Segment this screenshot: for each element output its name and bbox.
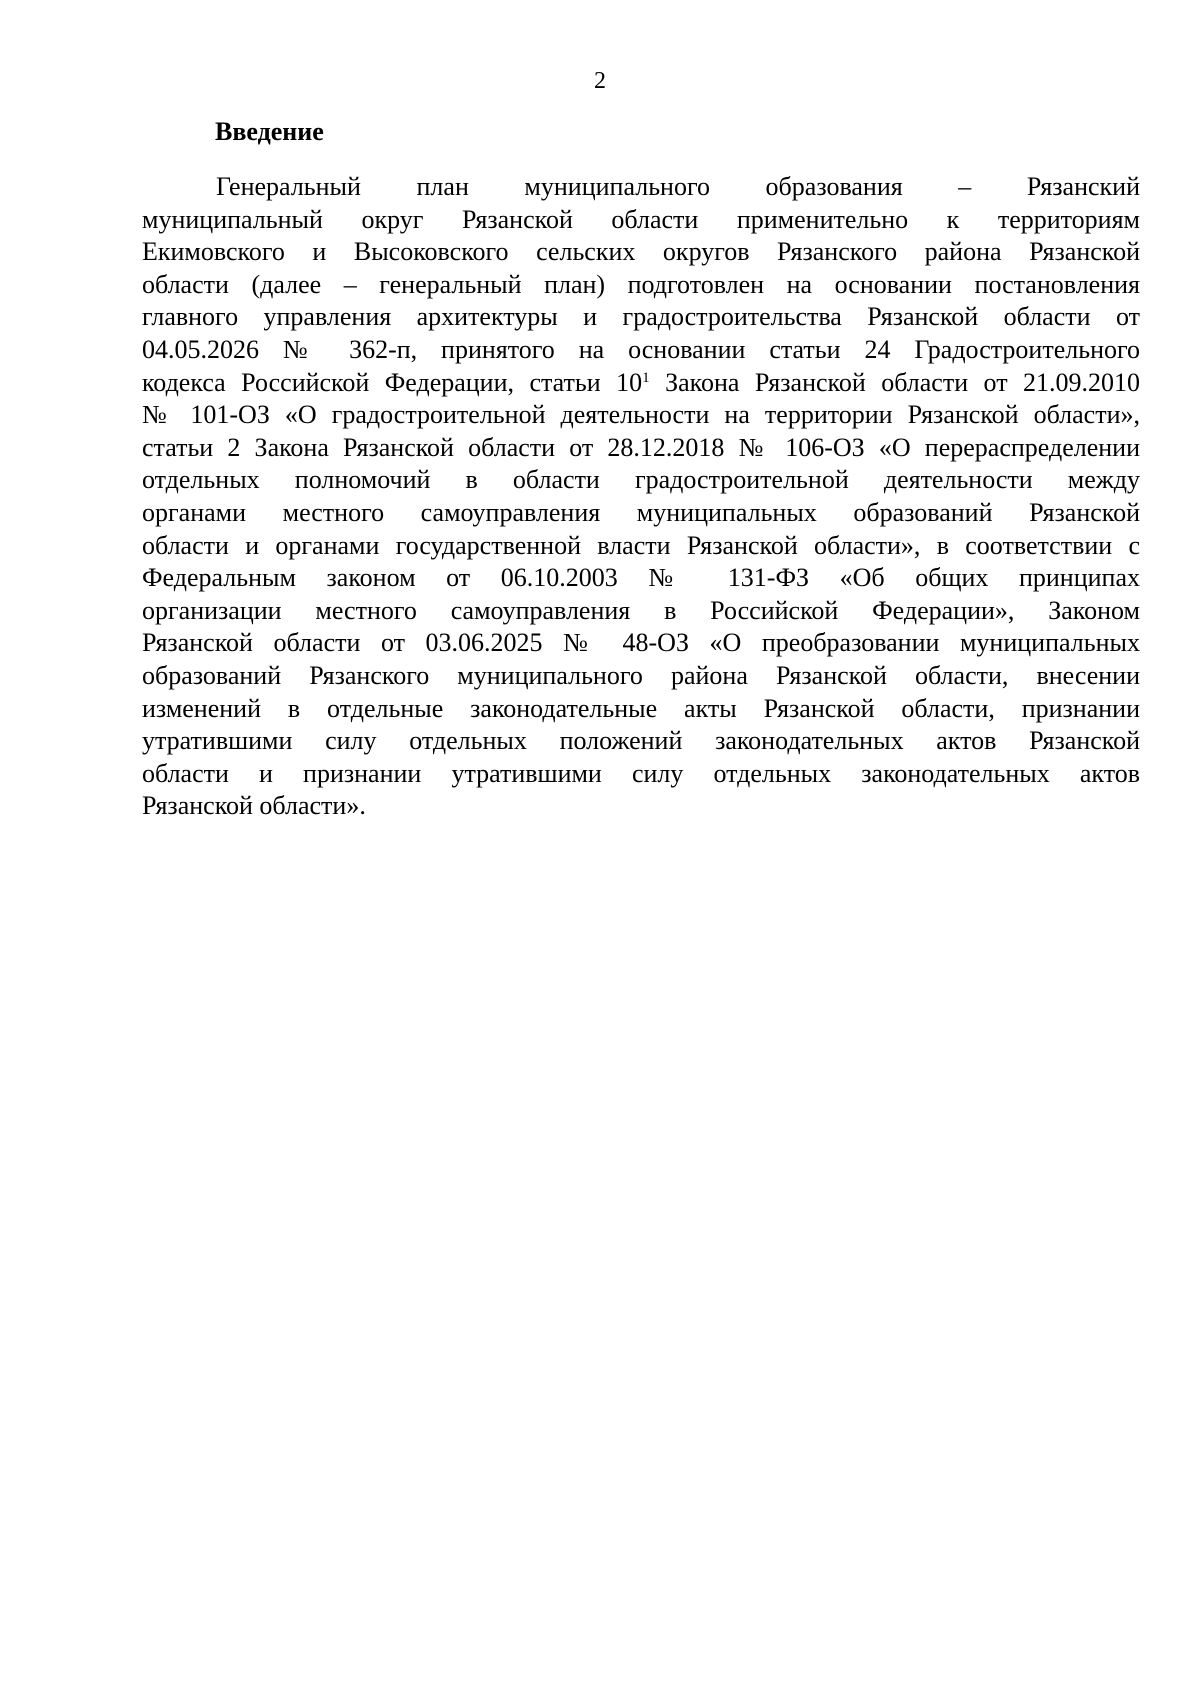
paragraph-line: № 101-ОЗ «О градостроительной деятельности на территории Рязанской области», — [142, 400, 1140, 430]
line-segment: кодекса Российской Федерации, статьи 10 — [142, 367, 643, 397]
paragraph-line: изменений в отдельные законодательные акты Рязанской области, признании — [142, 693, 1140, 723]
paragraph-line: Екимовского и Высоковского сельских округов Рязанского района Рязанской — [142, 237, 1140, 267]
paragraph-line: главного управления архитектуры и градостроительства Рязанской области от — [142, 302, 1140, 332]
paragraph-line: Федеральным законом от 06.10.2003 № 131-ФЗ «Об общих принципах — [142, 563, 1140, 593]
paragraph-line: муниципальный округ Рязанской области применительно к территориям — [142, 204, 1140, 234]
paragraph-line: Рязанской области». — [142, 791, 366, 821]
paragraph-line: отдельных полномочий в области градостроительной деятельности между — [142, 465, 1140, 495]
paragraph-line: образований Рязанского муниципального района Рязанской области, внесении — [142, 660, 1140, 690]
paragraph-line: органами местного самоуправления муниципальных образований Рязанской — [142, 497, 1140, 527]
paragraph-line: статьи 2 Закона Рязанской области от 28.12.2018 № 106-ОЗ «О перераспределении — [142, 432, 1140, 462]
paragraph-line: Рязанской области от 03.06.2025 № 48-ОЗ «О преобразовании муниципальных — [142, 628, 1140, 658]
superscript: 1 — [642, 369, 650, 386]
section-heading: Введение — [215, 117, 324, 146]
paragraph-line: организации местного самоуправления в Российской Федерации», Законом — [142, 595, 1140, 625]
paragraph-line: области (далее – генеральный план) подготовлен на основании постановления — [142, 269, 1140, 299]
line-segment: Закона Рязанской области от 21.09.2010 — [649, 367, 1141, 397]
paragraph-line: области и признании утратившими силу отдельных законодательных актов — [142, 758, 1140, 788]
paragraph-line: утратившими силу отдельных положений законодательных актов Рязанской — [142, 726, 1140, 756]
page-number: 2 — [594, 68, 606, 94]
paragraph-line — [142, 367, 1140, 400]
paragraph-line: Генеральный план муниципального образования – Рязанский — [216, 172, 1140, 201]
paragraph-line: области и органами государственной власти Рязанской области», в соответствии с — [142, 530, 1140, 560]
paragraph-line: 04.05.2026 № 362-п, принятого на основании статьи 24 Градостроительного — [142, 334, 1140, 364]
paragraph — [142, 171, 1140, 823]
